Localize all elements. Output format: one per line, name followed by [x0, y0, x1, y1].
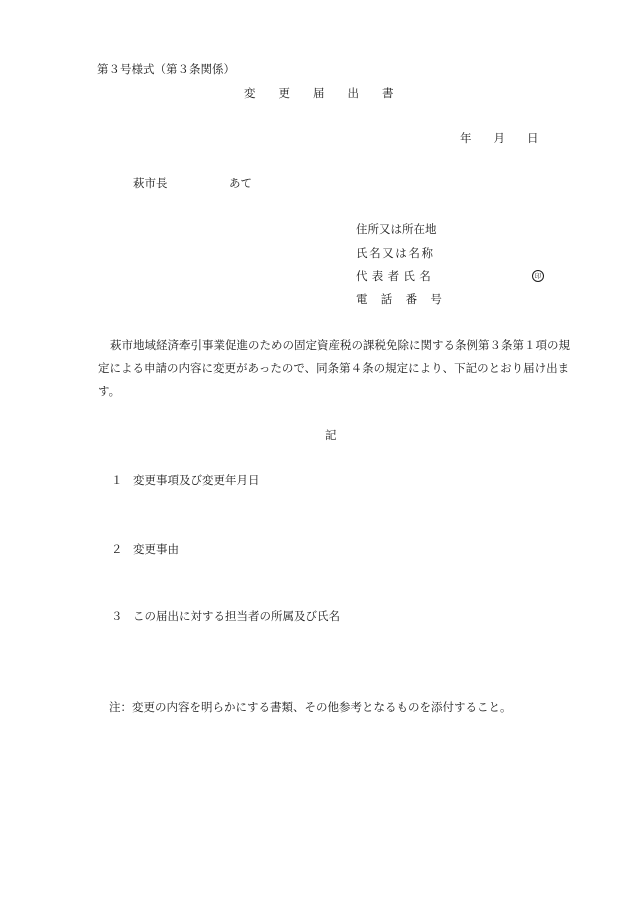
item-contact-person: この届出に対する担当者の所属及び氏名 [133, 609, 340, 623]
addressee-name: 萩市長 [133, 176, 168, 190]
item-number: ２ [111, 542, 123, 556]
item-change-reason: 変更事由 [133, 542, 179, 556]
note-text: 注：変更の内容を明らかにする書類、その他参考となるものを添付すること。 [109, 700, 512, 714]
date-day-label: 日 [527, 131, 539, 145]
item-number: ３ [111, 609, 123, 623]
addressee-suffix: あて [229, 176, 252, 190]
date-year-label: 年 [460, 131, 472, 145]
phone-label: 電話番号 [356, 292, 456, 306]
representative-label: 代表者氏名 [356, 269, 435, 283]
ki-heading: 記 [325, 428, 337, 442]
date-line [460, 133, 539, 145]
document-title: 変更届出書 [244, 86, 417, 100]
form-number: 第３号様式（第３条関係） [97, 62, 235, 76]
name-label: 氏名又は名称 [356, 246, 435, 260]
seal-icon: 印 [532, 270, 544, 282]
date-month-label: 月 [493, 131, 505, 145]
item-number: １ [111, 473, 123, 487]
item-change-details: 変更事項及び変更年月日 [133, 473, 260, 487]
address-label: 住所又は所在地 [356, 222, 437, 236]
body-paragraph: 萩市地域経済牽引事業促進のための固定資産税の課税免除に関する条例第３条第１項の規定による申請の内容に変更があったので、同条第４条の規定により、下記のとおり届け出ます。 [98, 338, 570, 398]
